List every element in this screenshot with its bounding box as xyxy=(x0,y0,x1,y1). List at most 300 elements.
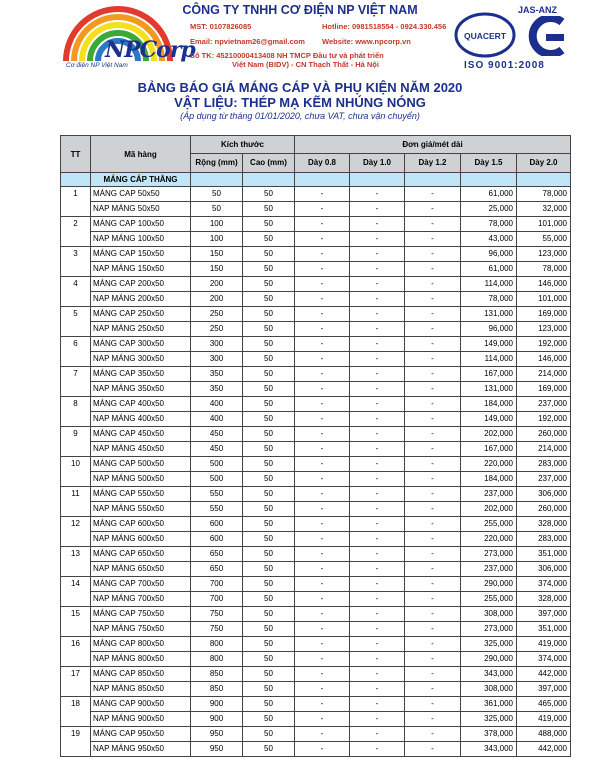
col-name: Mã hàng xyxy=(91,136,191,173)
product-name-cell: MÁNG CAP 400x50 xyxy=(91,397,191,412)
height-cell: 50 xyxy=(243,502,295,517)
d08-cell: - xyxy=(295,742,350,757)
table-row xyxy=(61,337,571,352)
d12-cell: - xyxy=(405,292,461,307)
letterhead xyxy=(0,0,600,75)
d20-cell: 260,000 xyxy=(517,427,571,442)
d10-cell: - xyxy=(350,727,405,742)
table-row xyxy=(61,187,571,202)
width-cell: 50 xyxy=(191,202,243,217)
tt-cell: 2 xyxy=(61,217,91,232)
d15-cell: 237,000 xyxy=(461,562,517,577)
d12-cell: - xyxy=(405,427,461,442)
d10-cell: - xyxy=(350,292,405,307)
d15-cell: 167,000 xyxy=(461,367,517,382)
product-name-cell: NAP MÁNG 800x50 xyxy=(91,652,191,667)
d10-cell: - xyxy=(350,352,405,367)
col-width: Rộng (mm) xyxy=(191,154,243,173)
d20-cell: 419,000 xyxy=(517,712,571,727)
tt-cell xyxy=(61,292,91,307)
d08-cell: - xyxy=(295,502,350,517)
d20-cell: 328,000 xyxy=(517,517,571,532)
website-label: Website: xyxy=(322,37,354,46)
d15-cell: 220,000 xyxy=(461,457,517,472)
d15-cell: 114,000 xyxy=(461,277,517,292)
website-value[interactable]: www.npcorp.vn xyxy=(355,37,411,46)
tt-cell xyxy=(61,472,91,487)
table-row xyxy=(61,397,571,412)
tt-cell: 17 xyxy=(61,667,91,682)
height-cell: 50 xyxy=(243,697,295,712)
height-cell: 50 xyxy=(243,442,295,457)
d08-cell: - xyxy=(295,637,350,652)
d12-cell: - xyxy=(405,652,461,667)
height-cell: 50 xyxy=(243,307,295,322)
d20-cell: 78,000 xyxy=(517,187,571,202)
d20-cell: 146,000 xyxy=(517,277,571,292)
d12-cell: - xyxy=(405,592,461,607)
d15-cell: 325,000 xyxy=(461,712,517,727)
table-body xyxy=(61,173,571,757)
d10-cell: - xyxy=(350,577,405,592)
logo-brand: NPCorp xyxy=(105,37,195,63)
product-name-cell: MÁNG CAP 650x50 xyxy=(91,547,191,562)
d15-cell: 167,000 xyxy=(461,442,517,457)
height-cell: 50 xyxy=(243,367,295,382)
d10-cell: - xyxy=(350,262,405,277)
d10-cell: - xyxy=(350,322,405,337)
table-row xyxy=(61,547,571,562)
material-title: VẬT LIỆU: THÉP MẠ KẼM NHÚNG NÓNG xyxy=(174,95,426,110)
d08-cell: - xyxy=(295,292,350,307)
product-name-cell: NAP MÁNG 450x50 xyxy=(91,442,191,457)
d08-cell: - xyxy=(295,562,350,577)
width-cell: 350 xyxy=(191,367,243,382)
tt-cell: 1 xyxy=(61,187,91,202)
tt-cell xyxy=(61,322,91,337)
d20-cell: 192,000 xyxy=(517,412,571,427)
d10-cell: - xyxy=(350,517,405,532)
width-cell: 600 xyxy=(191,532,243,547)
table-row xyxy=(61,517,571,532)
d08-cell: - xyxy=(295,187,350,202)
table-row xyxy=(61,607,571,622)
tt-cell xyxy=(61,742,91,757)
d10-cell: - xyxy=(350,427,405,442)
d12-cell: - xyxy=(405,277,461,292)
tt-cell xyxy=(61,712,91,727)
product-name-cell: NAP MÁNG 300x50 xyxy=(91,352,191,367)
tt-cell xyxy=(61,562,91,577)
d10-cell: - xyxy=(350,442,405,457)
d20-cell: 123,000 xyxy=(517,247,571,262)
d15-cell: 114,000 xyxy=(461,352,517,367)
col-size-group: Kích thước xyxy=(191,136,295,154)
d08-cell: - xyxy=(295,427,350,442)
width-cell: 150 xyxy=(191,262,243,277)
tt-cell: 4 xyxy=(61,277,91,292)
height-cell: 50 xyxy=(243,412,295,427)
d15-cell: 149,000 xyxy=(461,412,517,427)
d12-cell: - xyxy=(405,232,461,247)
height-cell: 50 xyxy=(243,547,295,562)
width-cell: 400 xyxy=(191,397,243,412)
height-cell: 50 xyxy=(243,247,295,262)
height-cell: 50 xyxy=(243,667,295,682)
d15-cell: 96,000 xyxy=(461,247,517,262)
col-d15: Dày 1.5 xyxy=(461,154,517,173)
height-cell: 50 xyxy=(243,682,295,697)
d12-cell: - xyxy=(405,502,461,517)
tt-cell: 16 xyxy=(61,637,91,652)
price-table xyxy=(60,135,571,757)
logo-tagline: Cơ điện NP Việt Nam xyxy=(66,62,128,69)
d08-cell: - xyxy=(295,217,350,232)
d10-cell: - xyxy=(350,697,405,712)
d20-cell: 419,000 xyxy=(517,637,571,652)
product-name-cell: NAP MÁNG 900x50 xyxy=(91,712,191,727)
d20-cell: 283,000 xyxy=(517,457,571,472)
width-cell: 850 xyxy=(191,682,243,697)
width-cell: 900 xyxy=(191,712,243,727)
d10-cell: - xyxy=(350,652,405,667)
width-cell: 250 xyxy=(191,307,243,322)
validity-note: (Áp dụng từ tháng 01/01/2020, chưa VAT, chưa vận chuyển) xyxy=(180,111,420,121)
d15-cell: 131,000 xyxy=(461,307,517,322)
width-cell: 650 xyxy=(191,547,243,562)
tt-cell xyxy=(61,502,91,517)
d08-cell: - xyxy=(295,412,350,427)
height-cell: 50 xyxy=(243,457,295,472)
d10-cell: - xyxy=(350,367,405,382)
product-name-cell: MÁNG CAP 450x50 xyxy=(91,427,191,442)
d08-cell: - xyxy=(295,232,350,247)
d08-cell: - xyxy=(295,592,350,607)
col-d12: Dày 1.2 xyxy=(405,154,461,173)
d12-cell: - xyxy=(405,682,461,697)
d20-cell: 237,000 xyxy=(517,397,571,412)
d08-cell: - xyxy=(295,652,350,667)
d08-cell: - xyxy=(295,727,350,742)
account-line xyxy=(190,51,475,69)
width-cell: 200 xyxy=(191,292,243,307)
d10-cell: - xyxy=(350,232,405,247)
product-name-cell: NAP MÁNG 700x50 xyxy=(91,592,191,607)
d15-cell: 78,000 xyxy=(461,292,517,307)
d15-cell: 61,000 xyxy=(461,187,517,202)
product-name-cell: NAP MÁNG 150x50 xyxy=(91,262,191,277)
width-cell: 700 xyxy=(191,577,243,592)
product-name-cell: MÁNG CAP 550x50 xyxy=(91,487,191,502)
table-row xyxy=(61,412,571,427)
d08-cell: - xyxy=(295,517,350,532)
product-name-cell: MÁNG CAP 300x50 xyxy=(91,337,191,352)
d20-cell: 306,000 xyxy=(517,562,571,577)
d08-cell: - xyxy=(295,442,350,457)
product-name-cell: NAP MÁNG 950x50 xyxy=(91,742,191,757)
d12-cell: - xyxy=(405,697,461,712)
height-cell: 50 xyxy=(243,532,295,547)
width-cell: 750 xyxy=(191,607,243,622)
product-name-cell: NAP MÁNG 850x50 xyxy=(91,682,191,697)
d20-cell: 237,000 xyxy=(517,472,571,487)
d20-cell: 101,000 xyxy=(517,217,571,232)
d08-cell: - xyxy=(295,472,350,487)
table-row xyxy=(61,562,571,577)
d20-cell: 442,000 xyxy=(517,742,571,757)
d15-cell: 343,000 xyxy=(461,667,517,682)
tt-cell: 9 xyxy=(61,427,91,442)
d10-cell: - xyxy=(350,502,405,517)
tt-cell: 6 xyxy=(61,337,91,352)
table-row xyxy=(61,442,571,457)
height-cell: 50 xyxy=(243,292,295,307)
d15-cell: 290,000 xyxy=(461,652,517,667)
d12-cell: - xyxy=(405,187,461,202)
d10-cell: - xyxy=(350,382,405,397)
table-row xyxy=(61,322,571,337)
d10-cell: - xyxy=(350,682,405,697)
height-cell: 50 xyxy=(243,397,295,412)
table-row xyxy=(61,277,571,292)
col-tt: TT xyxy=(61,136,91,173)
width-cell: 400 xyxy=(191,412,243,427)
jas-anz-label: JAS-ANZ xyxy=(518,5,558,15)
tt-cell: 14 xyxy=(61,577,91,592)
d20-cell: 374,000 xyxy=(517,577,571,592)
table-row xyxy=(61,352,571,367)
d12-cell: - xyxy=(405,622,461,637)
d08-cell: - xyxy=(295,697,350,712)
d12-cell: - xyxy=(405,367,461,382)
height-cell: 50 xyxy=(243,727,295,742)
tt-cell: 5 xyxy=(61,307,91,322)
table-row xyxy=(61,682,571,697)
tt-cell: 15 xyxy=(61,607,91,622)
width-cell: 600 xyxy=(191,517,243,532)
d10-cell: - xyxy=(350,547,405,562)
tt-cell xyxy=(61,202,91,217)
table-row xyxy=(61,487,571,502)
d08-cell: - xyxy=(295,352,350,367)
d12-cell: - xyxy=(405,457,461,472)
d12-cell: - xyxy=(405,307,461,322)
table-row xyxy=(61,292,571,307)
d20-cell: 192,000 xyxy=(517,337,571,352)
table-row xyxy=(61,637,571,652)
d08-cell: - xyxy=(295,397,350,412)
table-row xyxy=(61,727,571,742)
height-cell: 50 xyxy=(243,742,295,757)
tt-cell: 8 xyxy=(61,397,91,412)
jas-anz-mark-icon xyxy=(522,16,568,56)
d15-cell: 184,000 xyxy=(461,397,517,412)
d10-cell: - xyxy=(350,472,405,487)
height-cell: 50 xyxy=(243,472,295,487)
table-row xyxy=(61,262,571,277)
d20-cell: 78,000 xyxy=(517,262,571,277)
d20-cell: 169,000 xyxy=(517,382,571,397)
d15-cell: 202,000 xyxy=(461,427,517,442)
d12-cell: - xyxy=(405,517,461,532)
hotline-line xyxy=(322,22,446,31)
d15-cell: 273,000 xyxy=(461,622,517,637)
iso-label: ISO 9001:2008 xyxy=(464,60,545,71)
d20-cell: 488,000 xyxy=(517,727,571,742)
d10-cell: - xyxy=(350,712,405,727)
product-name-cell: MÁNG CAP 750x50 xyxy=(91,607,191,622)
mst-label: MST: xyxy=(190,22,208,31)
mst-value: 0107826085 xyxy=(209,22,252,31)
height-cell: 50 xyxy=(243,277,295,292)
d15-cell: 237,000 xyxy=(461,487,517,502)
product-name-cell: NAP MÁNG 350x50 xyxy=(91,382,191,397)
header-row xyxy=(61,136,571,154)
d10-cell: - xyxy=(350,562,405,577)
table-row xyxy=(61,622,571,637)
col-d10: Dày 1.0 xyxy=(350,154,405,173)
product-name-cell: NAP MÁNG 100x50 xyxy=(91,232,191,247)
height-cell: 50 xyxy=(243,592,295,607)
tt-cell: 7 xyxy=(61,367,91,382)
quacert-text: QUACERT xyxy=(463,31,507,41)
width-cell: 200 xyxy=(191,277,243,292)
height-cell: 50 xyxy=(243,577,295,592)
d08-cell: - xyxy=(295,262,350,277)
product-name-cell: MÁNG CAP 900x50 xyxy=(91,697,191,712)
product-name-cell: MÁNG CAP 250x50 xyxy=(91,307,191,322)
d12-cell: - xyxy=(405,397,461,412)
width-cell: 950 xyxy=(191,727,243,742)
table-row xyxy=(61,307,571,322)
height-cell: 50 xyxy=(243,337,295,352)
d12-cell: - xyxy=(405,667,461,682)
product-name-cell: MÁNG CAP 700x50 xyxy=(91,577,191,592)
d12-cell: - xyxy=(405,472,461,487)
height-cell: 50 xyxy=(243,217,295,232)
d10-cell: - xyxy=(350,742,405,757)
d10-cell: - xyxy=(350,622,405,637)
d12-cell: - xyxy=(405,637,461,652)
table-row xyxy=(61,592,571,607)
tt-cell xyxy=(61,592,91,607)
d20-cell: 101,000 xyxy=(517,292,571,307)
height-cell: 50 xyxy=(243,262,295,277)
tt-cell xyxy=(61,622,91,637)
width-cell: 250 xyxy=(191,322,243,337)
width-cell: 800 xyxy=(191,652,243,667)
d12-cell: - xyxy=(405,562,461,577)
email-label: Email: xyxy=(190,37,213,46)
width-cell: 100 xyxy=(191,232,243,247)
d12-cell: - xyxy=(405,337,461,352)
col-height: Cao (mm) xyxy=(243,154,295,173)
d15-cell: 255,000 xyxy=(461,592,517,607)
d12-cell: - xyxy=(405,382,461,397)
d12-cell: - xyxy=(405,727,461,742)
tt-cell: 3 xyxy=(61,247,91,262)
table-row xyxy=(61,712,571,727)
d20-cell: 328,000 xyxy=(517,592,571,607)
d15-cell: 202,000 xyxy=(461,502,517,517)
d15-cell: 220,000 xyxy=(461,532,517,547)
height-cell: 50 xyxy=(243,517,295,532)
height-cell: 50 xyxy=(243,352,295,367)
d10-cell: - xyxy=(350,337,405,352)
d15-cell: 308,000 xyxy=(461,607,517,622)
table-row xyxy=(61,697,571,712)
product-name-cell: NAP MÁNG 200x50 xyxy=(91,292,191,307)
section-label: MÁNG CÁP THẲNG xyxy=(91,173,191,187)
d08-cell: - xyxy=(295,277,350,292)
tt-cell: 11 xyxy=(61,487,91,502)
product-name-cell: NAP MÁNG 400x50 xyxy=(91,412,191,427)
company-name: CÔNG TY TNHH CƠ ĐIỆN NP VIỆT NAM xyxy=(182,3,418,17)
account-label: Số TK: xyxy=(190,51,215,60)
d10-cell: - xyxy=(350,202,405,217)
product-name-cell: NAP MÁNG 50x50 xyxy=(91,202,191,217)
product-name-cell: MÁNG CAP 350x50 xyxy=(91,367,191,382)
d15-cell: 343,000 xyxy=(461,742,517,757)
d10-cell: - xyxy=(350,277,405,292)
width-cell: 900 xyxy=(191,697,243,712)
width-cell: 350 xyxy=(191,382,243,397)
product-name-cell: MÁNG CAP 150x50 xyxy=(91,247,191,262)
width-cell: 850 xyxy=(191,667,243,682)
width-cell: 550 xyxy=(191,502,243,517)
email-value[interactable]: npvietnam26@gmail.com xyxy=(214,37,305,46)
width-cell: 650 xyxy=(191,562,243,577)
d10-cell: - xyxy=(350,217,405,232)
width-cell: 150 xyxy=(191,247,243,262)
d10-cell: - xyxy=(350,667,405,682)
height-cell: 50 xyxy=(243,382,295,397)
tt-cell xyxy=(61,352,91,367)
d08-cell: - xyxy=(295,712,350,727)
d20-cell: 442,000 xyxy=(517,667,571,682)
hotline-label: Hotline: xyxy=(322,22,350,31)
width-cell: 750 xyxy=(191,622,243,637)
website-line xyxy=(322,37,411,46)
height-cell: 50 xyxy=(243,607,295,622)
product-name-cell: MÁNG CAP 500x50 xyxy=(91,457,191,472)
table-row xyxy=(61,217,571,232)
product-name-cell: NAP MÁNG 250x50 xyxy=(91,322,191,337)
d08-cell: - xyxy=(295,382,350,397)
table-row xyxy=(61,367,571,382)
d20-cell: 32,000 xyxy=(517,202,571,217)
tt-cell xyxy=(61,382,91,397)
tt-cell xyxy=(61,652,91,667)
height-cell: 50 xyxy=(243,202,295,217)
d15-cell: 273,000 xyxy=(461,547,517,562)
d15-cell: 255,000 xyxy=(461,517,517,532)
product-name-cell: MÁNG CAP 50x50 xyxy=(91,187,191,202)
d10-cell: - xyxy=(350,187,405,202)
table-row xyxy=(61,577,571,592)
email-line xyxy=(190,37,305,46)
d08-cell: - xyxy=(295,367,350,382)
d12-cell: - xyxy=(405,487,461,502)
d08-cell: - xyxy=(295,607,350,622)
table-row xyxy=(61,427,571,442)
product-name-cell: MÁNG CAP 100x50 xyxy=(91,217,191,232)
d08-cell: - xyxy=(295,202,350,217)
width-cell: 800 xyxy=(191,637,243,652)
d20-cell: 351,000 xyxy=(517,622,571,637)
height-cell: 50 xyxy=(243,322,295,337)
d15-cell: 96,000 xyxy=(461,322,517,337)
